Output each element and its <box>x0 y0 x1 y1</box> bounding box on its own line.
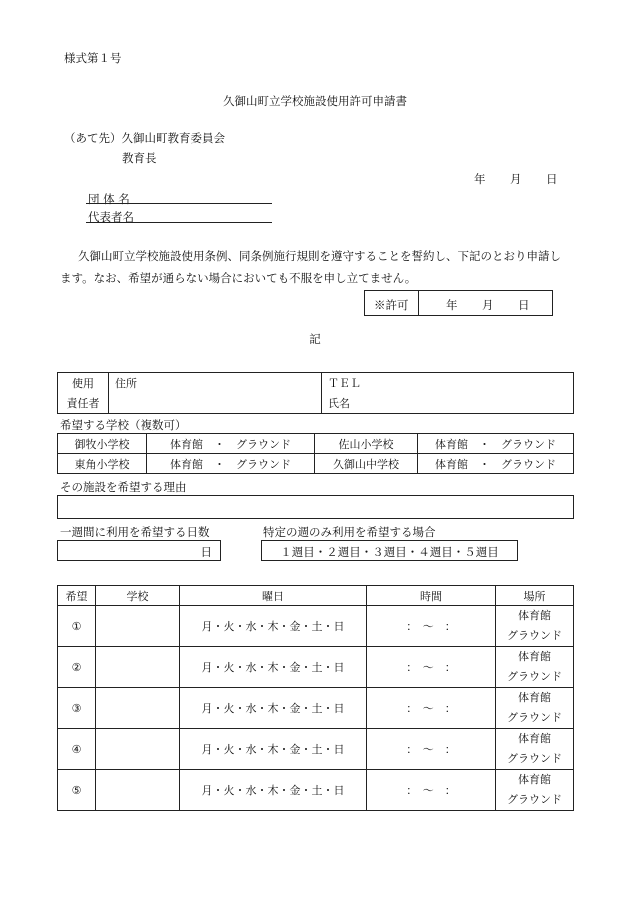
weekly-days-field[interactable] <box>57 540 221 561</box>
schedule-row <box>58 770 574 811</box>
header-weekday: 曜日 <box>180 586 367 606</box>
schools-table <box>57 433 574 474</box>
name-field[interactable] <box>322 393 574 414</box>
addressee <box>64 130 225 146</box>
schedule-header <box>58 586 574 606</box>
place-gym[interactable]: 体育館 <box>518 691 551 704</box>
place-options[interactable] <box>496 688 574 729</box>
time-field[interactable]: ： 〜 ： <box>367 729 496 770</box>
place-options[interactable] <box>496 729 574 770</box>
time-field[interactable]: ： 〜 ： <box>367 606 496 647</box>
header-school: 学校 <box>96 586 180 606</box>
place-ground[interactable]: グラウンド <box>507 670 562 683</box>
addressee-person: 教育長 <box>122 151 157 165</box>
row-number: ④ <box>58 729 96 770</box>
facility-options[interactable]: 体育館 ・ グラウンド <box>147 454 315 474</box>
addressee-org: 久御山町教育委員会 <box>121 131 225 145</box>
tel-label: ＴＥＬ <box>328 377 361 390</box>
pledge-line-2: ます。なお、希望が通らない場合においても不服を申し立てません。 <box>60 271 417 285</box>
place-ground[interactable]: グラウンド <box>507 629 562 642</box>
permit-year: 年 <box>446 298 458 312</box>
facility-options[interactable]: 体育館 ・ グラウンド <box>418 454 574 474</box>
header-preference: 希望 <box>58 586 96 606</box>
representative-label: 代表者名 <box>88 210 134 224</box>
specific-week-field[interactable] <box>261 540 518 561</box>
representative-field[interactable] <box>86 222 272 223</box>
header-place: 場所 <box>496 586 574 606</box>
place-ground[interactable]: グラウンド <box>507 793 562 806</box>
weekday-options[interactable]: 月・火・水・木・金・土・日 <box>180 729 367 770</box>
schools-heading: 希望する学校（複数可） <box>60 418 187 432</box>
school-name: 佐山小学校 <box>315 434 418 454</box>
weekday-options[interactable]: 月・火・水・木・金・土・日 <box>180 647 367 688</box>
school-field[interactable] <box>96 688 180 729</box>
facility-options[interactable]: 体育館 ・ グラウンド <box>147 434 315 454</box>
school-row <box>58 454 574 474</box>
pledge-line-1: 久御山町立学校施設使用条例、同条例施行規則を遵守することを誓約し、下記のとおり申請し <box>78 249 561 263</box>
document-title: 久御山町立学校施設使用許可申請書 <box>223 94 407 108</box>
place-ground[interactable]: グラウンド <box>507 711 562 724</box>
place-gym[interactable]: 体育館 <box>518 732 551 745</box>
permit-day: 日 <box>518 298 530 312</box>
permit-label: ※許可 <box>374 298 409 312</box>
address-field[interactable] <box>109 373 322 414</box>
place-options[interactable] <box>496 770 574 811</box>
header-time: 時間 <box>367 586 496 606</box>
responsible-label-2: 責任者 <box>58 393 109 414</box>
facility-options[interactable]: 体育館 ・ グラウンド <box>418 434 574 454</box>
specific-week-label: 特定の週のみ利用を希望する場合 <box>263 525 436 539</box>
weekday-options[interactable]: 月・火・水・木・金・土・日 <box>180 606 367 647</box>
schedule-row <box>58 729 574 770</box>
date-year: 年 <box>474 172 486 186</box>
school-name: 久御山中学校 <box>315 454 418 474</box>
weekly-days-unit: 日 <box>200 545 212 559</box>
place-options[interactable] <box>496 647 574 688</box>
school-field[interactable] <box>96 770 180 811</box>
place-gym[interactable]: 体育館 <box>518 773 551 786</box>
group-name-label: 団 体 名 <box>88 192 130 206</box>
time-field[interactable]: ： 〜 ： <box>367 688 496 729</box>
permit-box <box>364 290 553 316</box>
ki-heading: 記 <box>309 332 321 346</box>
date-month: 月 <box>510 172 522 186</box>
place-options[interactable] <box>496 606 574 647</box>
responsible-label-1: 使用 <box>58 373 109 394</box>
row-number: ② <box>58 647 96 688</box>
permit-month: 月 <box>482 298 494 312</box>
reason-field[interactable] <box>57 495 574 519</box>
school-row <box>58 434 574 454</box>
school-name: 東角小学校 <box>58 454 147 474</box>
school-field[interactable] <box>96 729 180 770</box>
form-number: 様式第１号 <box>64 51 122 65</box>
school-field[interactable] <box>96 647 180 688</box>
address-label: 住所 <box>115 377 137 390</box>
weekly-days-label: 一週間に利用を希望する日数 <box>60 525 210 539</box>
schedule-row <box>58 647 574 688</box>
schedule-row <box>58 606 574 647</box>
weekday-options[interactable]: 月・火・水・木・金・土・日 <box>180 770 367 811</box>
row-number: ③ <box>58 688 96 729</box>
place-ground[interactable]: グラウンド <box>507 752 562 765</box>
weekday-options[interactable]: 月・火・水・木・金・土・日 <box>180 688 367 729</box>
reason-label: その施設を希望する理由 <box>60 480 187 494</box>
responsible-table <box>57 372 574 414</box>
addressee-prefix: （あて先） <box>64 131 122 145</box>
row-number: ① <box>58 606 96 647</box>
name-label: 氏名 <box>328 397 350 410</box>
time-field[interactable]: ： 〜 ： <box>367 770 496 811</box>
place-gym[interactable]: 体育館 <box>518 609 551 622</box>
school-name: 御牧小学校 <box>58 434 147 454</box>
place-gym[interactable]: 体育館 <box>518 650 551 663</box>
group-name-field[interactable] <box>86 203 272 204</box>
date-day: 日 <box>546 172 558 186</box>
permit-divider <box>418 291 419 315</box>
time-field[interactable]: ： 〜 ： <box>367 647 496 688</box>
tel-field[interactable] <box>322 373 574 394</box>
schedule-row <box>58 688 574 729</box>
schedule-table <box>57 585 574 811</box>
school-field[interactable] <box>96 606 180 647</box>
specific-week-options[interactable]: １週目・２週目・３週目・４週目・５週目 <box>280 545 499 559</box>
row-number: ⑤ <box>58 770 96 811</box>
